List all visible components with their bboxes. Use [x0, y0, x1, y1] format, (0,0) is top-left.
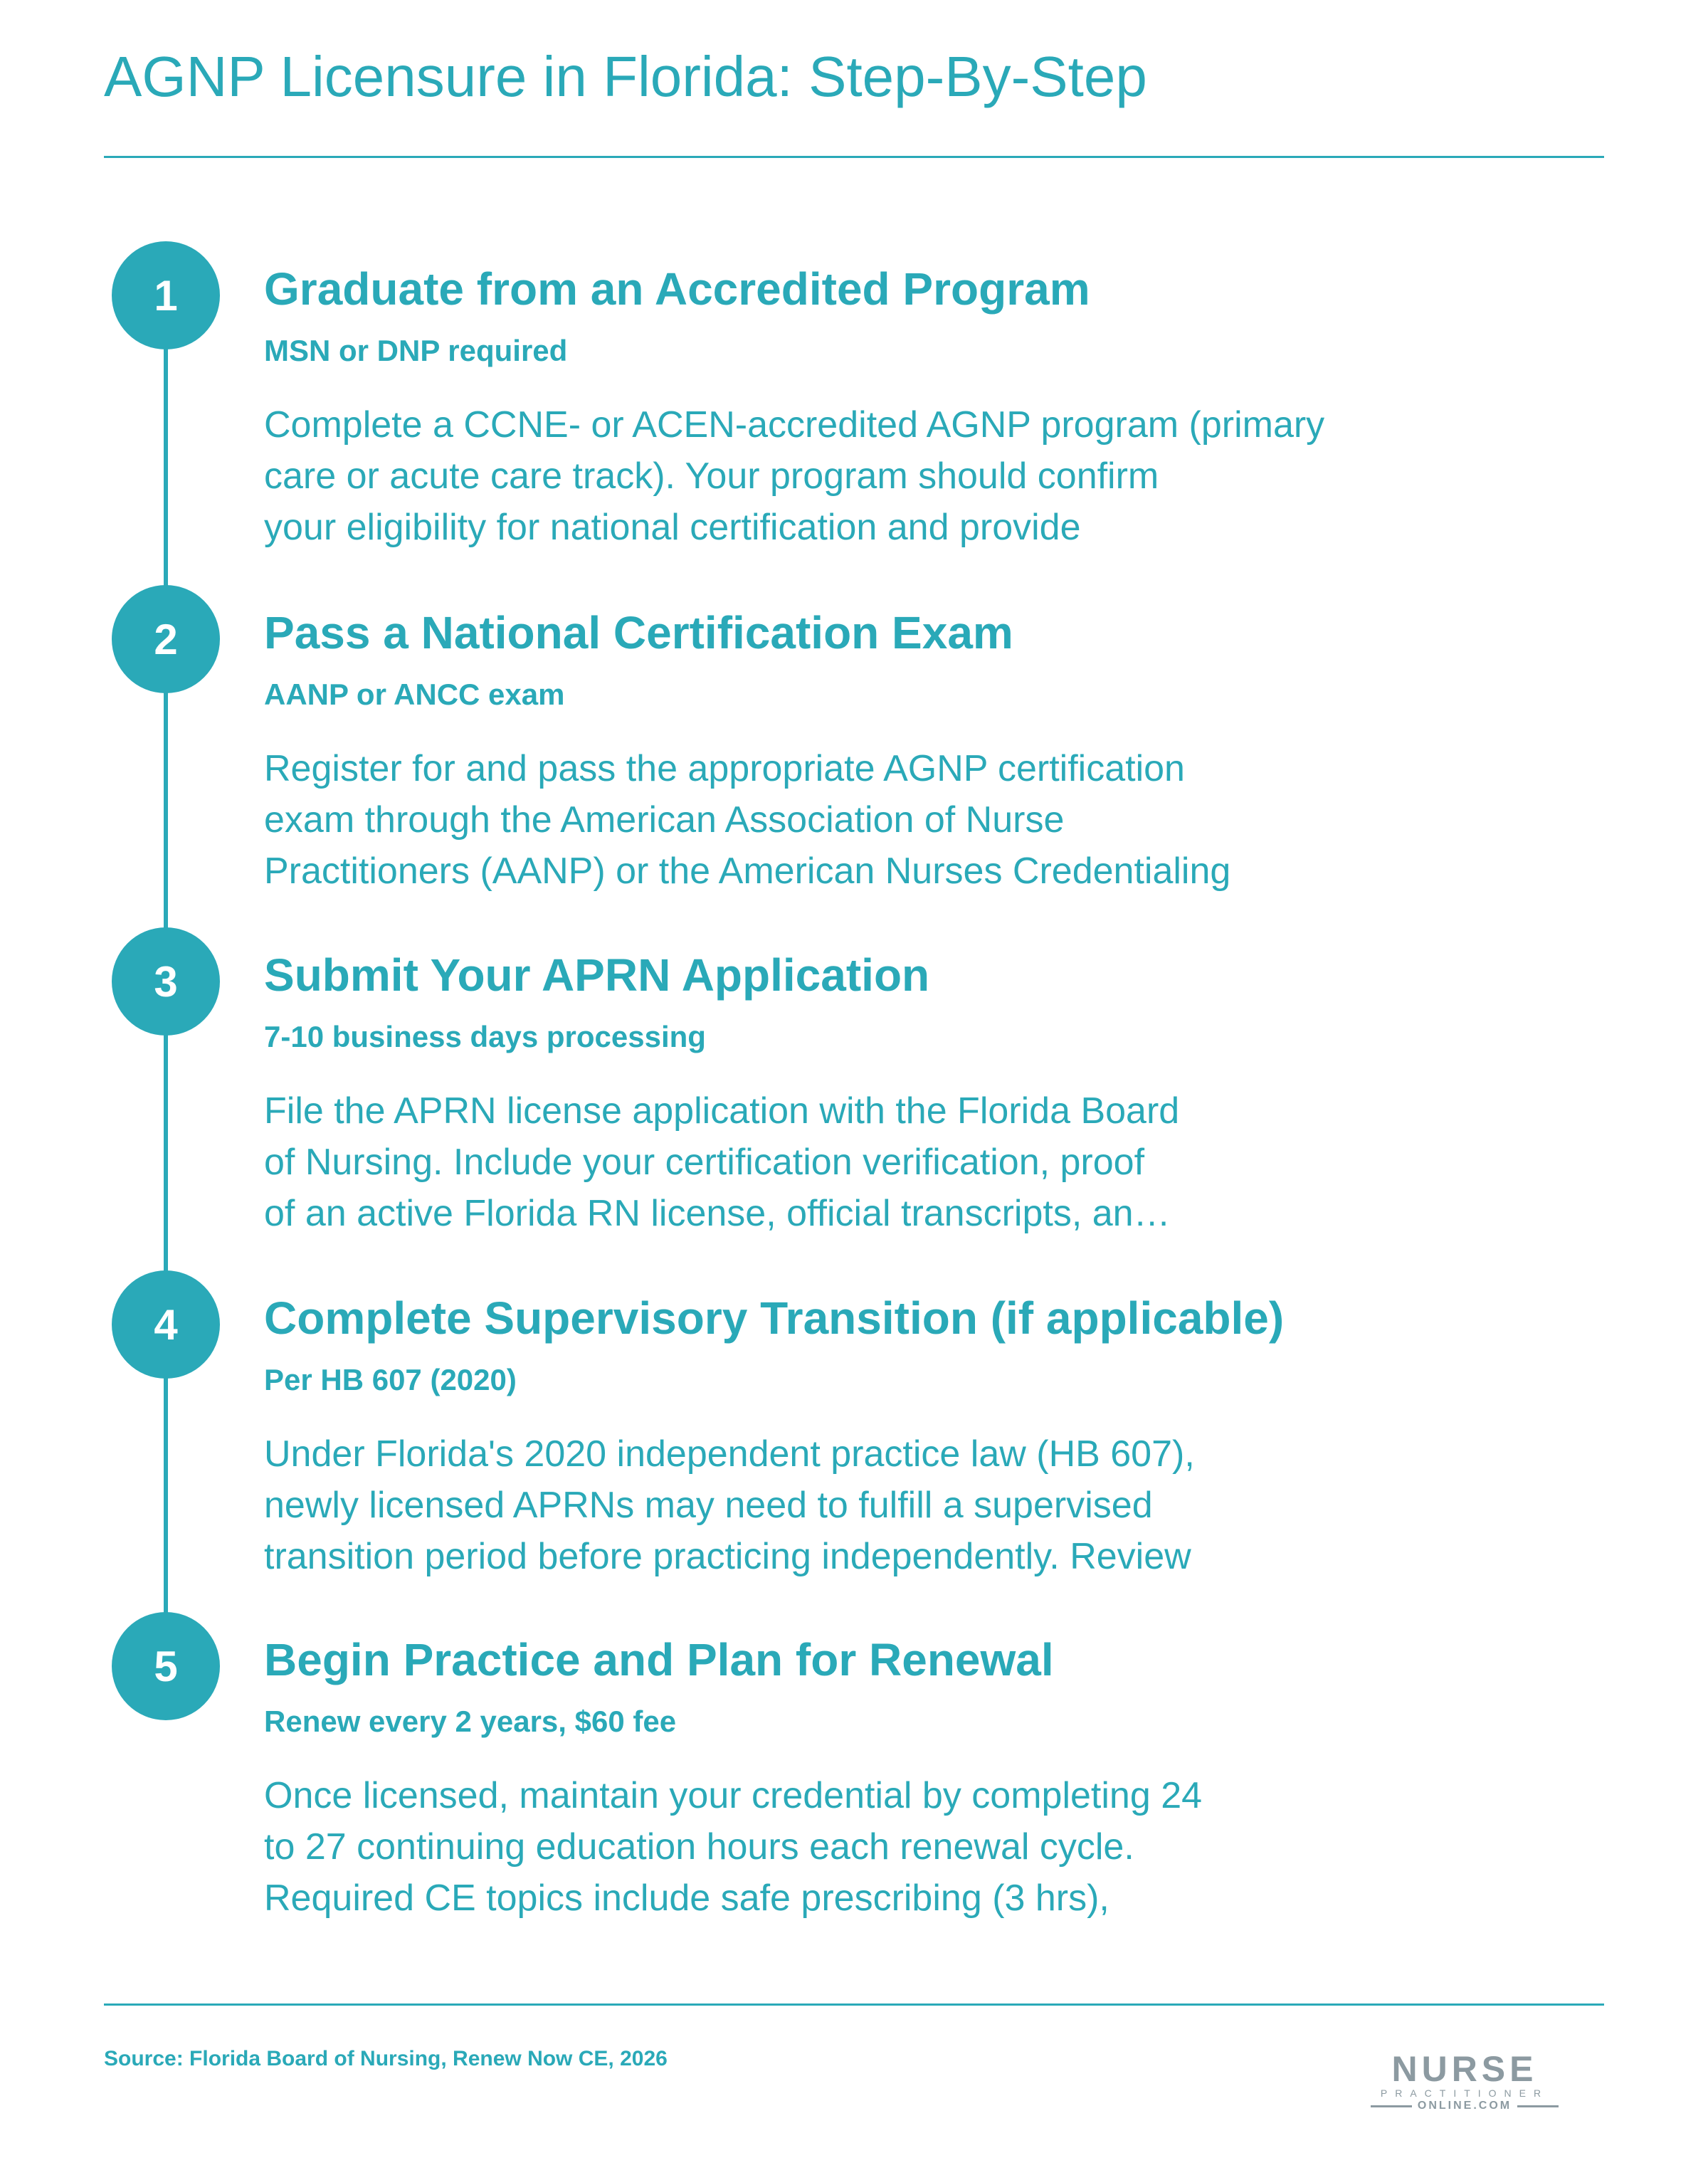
step-description-line: newly licensed APRNs may need to fulfill a supervised: [264, 1485, 1153, 1526]
step-subtitle: Renew every 2 years, $60 fee: [264, 1705, 677, 1738]
step-subtitle: MSN or DNP required: [264, 334, 568, 367]
step-subtitle: 7-10 business days processing: [264, 1020, 706, 1053]
step-description-line: of an active Florida RN license, official transcripts, an…: [264, 1193, 1171, 1234]
step-number-badge: 3: [112, 927, 220, 1036]
step-number-badge: 4: [112, 1270, 220, 1379]
step-title: Pass a National Certification Exam: [264, 607, 1013, 658]
step-description-line: to 27 continuing education hours each renewal cycle.: [264, 1826, 1134, 1868]
step-title: Begin Practice and Plan for Renewal: [264, 1634, 1054, 1685]
step-description: [264, 1428, 1474, 1582]
step-description-line: Register for and pass the appropriate AGNP certification: [264, 748, 1185, 789]
step-description: [264, 399, 1474, 553]
logo-left-bar: [1371, 2105, 1412, 2107]
step-description-line: Complete a CCNE- or ACEN-accredited AGNP program (primary: [264, 404, 1325, 446]
step-description: [264, 1085, 1474, 1239]
logo-right-bar: [1517, 2105, 1559, 2107]
step-description-line: of Nursing. Include your certification verification, proof: [264, 1142, 1145, 1183]
step-description-line: your eligibility for national certification and provide: [264, 507, 1081, 548]
step-description-line: Once licensed, maintain your credential by completing 24: [264, 1775, 1203, 1816]
step-description-line: exam through the American Association of Nurse: [264, 799, 1065, 841]
step-description-line: transition period before practicing independently. Review: [264, 1536, 1191, 1577]
step-title: Complete Supervisory Transition (if applicable): [264, 1292, 1285, 1344]
step-description-line: Practitioners (AANP) or the American Nurses Credentialing: [264, 851, 1231, 892]
page-title: AGNP Licensure in Florida: Step-By-Step: [104, 45, 1147, 108]
bottom-divider: [104, 2003, 1604, 2006]
nurse-practitioner-online-logo: [1358, 2051, 1571, 2115]
step-description: [264, 743, 1474, 897]
step-title: Graduate from an Accredited Program: [264, 263, 1090, 315]
logo-sub-text: PRACTITIONER: [1380, 2087, 1549, 2099]
step-description-line: Under Florida's 2020 independent practice law (HB 607),: [264, 1433, 1195, 1475]
step-subtitle: Per HB 607 (2020): [264, 1363, 517, 1396]
logo-bottom-row: [1358, 2100, 1571, 2112]
step-description-line: File the APRN license application with the Florida Board: [264, 1090, 1180, 1132]
step-number-badge: 1: [112, 241, 220, 349]
step-number-badge: 5: [112, 1612, 220, 1720]
top-divider: [104, 156, 1604, 158]
step-subtitle: AANP or ANCC exam: [264, 678, 565, 711]
logo-bottom-text: ONLINE.COM: [1417, 2100, 1512, 2112]
source-citation: Source: Florida Board of Nursing, Renew Now CE, 2026: [104, 2047, 668, 2070]
step-description-line: care or acute care track). Your program should confirm: [264, 456, 1159, 497]
step-number-badge: 2: [112, 585, 220, 693]
step-description-line: Required CE topics include safe prescribing (3 hrs),: [264, 1878, 1109, 1919]
step-title: Submit Your APRN Application: [264, 949, 930, 1001]
logo-main-text: NURSE: [1391, 2049, 1538, 2089]
step-description: [264, 1770, 1474, 1924]
